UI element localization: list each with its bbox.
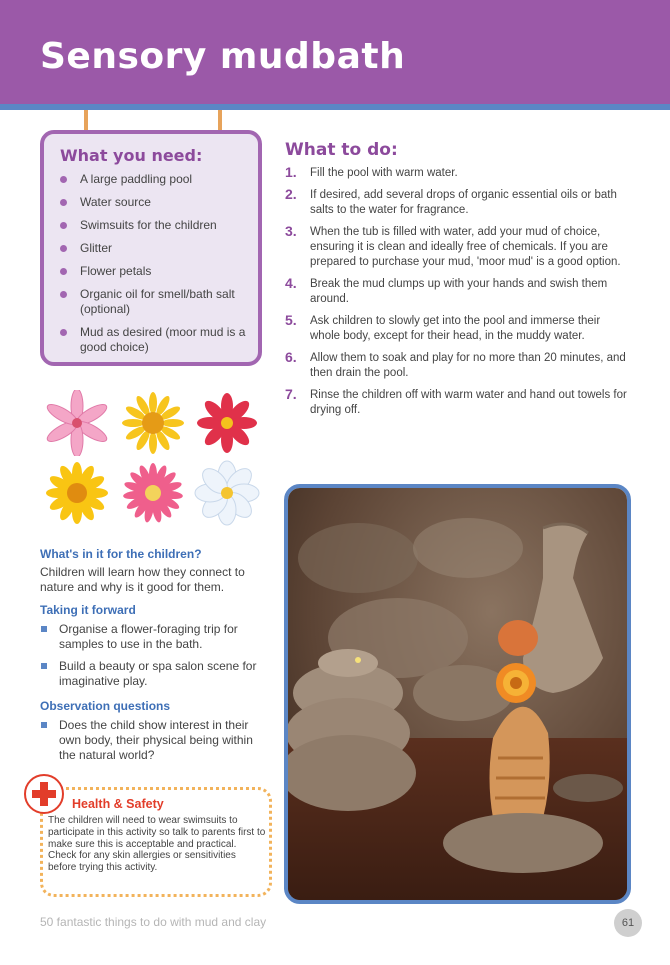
taking-it-forward-list	[40, 622, 265, 696]
page-number: 61	[614, 909, 642, 937]
step-text: Rinse the children off with warm water and hand out towels for drying off.	[310, 389, 627, 416]
flower-images	[40, 388, 262, 530]
bullet-icon	[60, 222, 67, 229]
box-hanger-left	[84, 110, 88, 132]
pink-gerbera-image	[120, 460, 186, 526]
square-bullet-icon	[41, 722, 47, 728]
step-number: 2.	[285, 186, 297, 202]
step-number: 5.	[285, 312, 297, 328]
square-bullet-icon	[41, 663, 47, 669]
what-to-do-steps	[285, 166, 630, 425]
health-safety-text: The children will need to wear swimsuits to participate in this activity so talk to parents first to make sure this is acceptable and practical. Check for any skin allergies or sensitivities before trying this activity.	[48, 815, 266, 874]
banner-stripe	[0, 104, 670, 110]
list-item: Swimsuits for the children	[58, 218, 258, 233]
list-item: Glitter	[58, 241, 258, 256]
step-item	[285, 314, 630, 344]
step-text: When the tub is filled with water, add your mud of choice, ensuring it is clean and ideally free of chemicals. If you are prepared to purchase your mud, 'moor mud' is a good option.	[310, 226, 621, 268]
observation-list	[40, 718, 265, 770]
mud-sculpture-photo	[284, 484, 631, 904]
box-hanger-right	[218, 110, 222, 132]
step-item	[285, 166, 630, 181]
what-you-need-list	[58, 172, 258, 363]
step-number: 7.	[285, 386, 297, 402]
sunflower-image	[120, 390, 186, 456]
what-you-need-box	[40, 130, 262, 366]
lily-flower-image	[44, 390, 110, 456]
bullet-icon	[60, 329, 67, 336]
step-text: Ask children to slowly get into the pool and immerse their whole body, except for their head, in the muddy water.	[310, 315, 601, 342]
list-item: Organise a flower-foraging trip for samples to use in the bath.	[40, 622, 265, 652]
yellow-gerbera-image	[44, 460, 110, 526]
bullet-icon	[60, 245, 67, 252]
bullet-icon	[60, 291, 67, 298]
bullet-icon	[60, 176, 67, 183]
red-daisy-image	[194, 390, 260, 456]
step-number: 6.	[285, 349, 297, 365]
step-item	[285, 277, 630, 307]
list-item: Does the child show interest in their own body, their physical being within the natural world?	[40, 718, 265, 763]
list-item: Mud as desired (moor mud is a good choice)	[58, 325, 258, 355]
list-item: A large paddling pool	[58, 172, 258, 187]
what-to-do-heading: What to do:	[285, 140, 398, 160]
bullet-icon	[60, 268, 67, 275]
list-item: Organic oil for smell/bath salt (optional)	[58, 287, 258, 317]
list-item: Build a beauty or spa salon scene for imaginative play.	[40, 659, 265, 689]
observation-heading: Observation questions	[40, 699, 171, 713]
step-text: Break the mud clumps up with your hands and swish them around.	[310, 278, 608, 305]
first-aid-cross-icon	[24, 774, 64, 814]
white-cosmos-image	[194, 460, 260, 526]
step-item	[285, 225, 630, 270]
taking-it-forward-heading: Taking it forward	[40, 603, 136, 617]
book-footer: 50 fantastic things to do with mud and clay	[40, 915, 267, 929]
step-number: 3.	[285, 223, 297, 239]
step-text: Fill the pool with warm water.	[310, 167, 458, 179]
children-text: Children will learn how they connect to nature and why is it good for them.	[40, 565, 245, 594]
list-item: Flower petals	[58, 264, 258, 279]
step-item	[285, 388, 630, 418]
children-heading: What's in it for the children?	[40, 547, 202, 561]
step-item	[285, 351, 630, 381]
step-text: Allow them to soak and play for no more than 20 minutes, and then drain the pool.	[310, 352, 626, 379]
step-text: If desired, add several drops of organic essential oils or bath salts to the water for fragrance.	[310, 189, 617, 216]
page-title: Sensory mudbath	[40, 36, 406, 77]
step-item	[285, 188, 630, 218]
mud-clay-photo-image	[288, 488, 627, 900]
bullet-icon	[60, 199, 67, 206]
step-number: 1.	[285, 164, 297, 180]
step-number: 4.	[285, 275, 297, 291]
health-safety-heading: Health & Safety	[72, 797, 164, 811]
square-bullet-icon	[41, 626, 47, 632]
what-you-need-heading: What you need:	[60, 146, 203, 165]
list-item: Water source	[58, 195, 258, 210]
